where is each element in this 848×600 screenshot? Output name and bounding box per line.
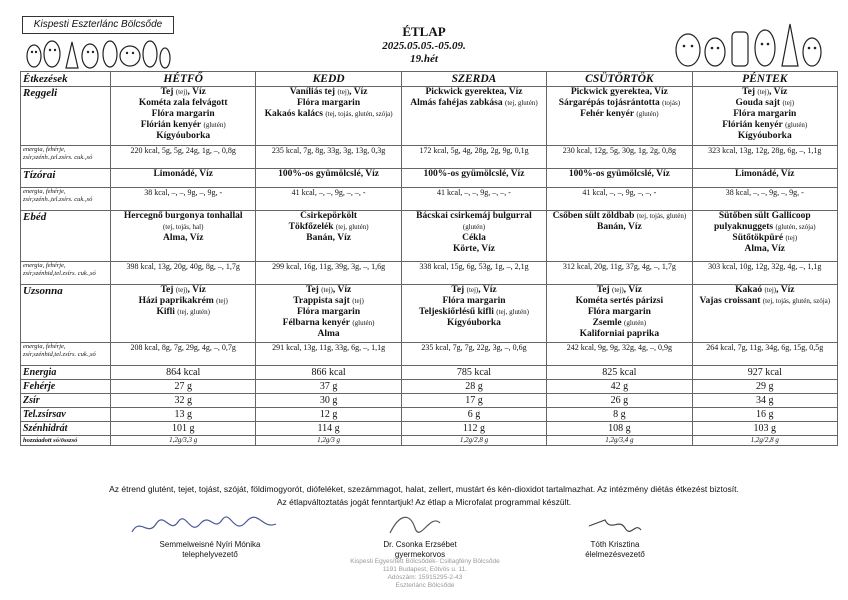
meal-row (21, 211, 838, 262)
meal-cell (111, 169, 256, 188)
menu-item-name: 100%-os gyümölcslé, Víz (278, 169, 380, 179)
summary-value: 101 g (111, 422, 256, 436)
nutrition-value: 172 kcal, 5g, 4g, 28g, 2g, 9g, 0,1g (401, 146, 546, 169)
menu-item-name: Flóra margarin (442, 296, 506, 306)
menu-item (113, 211, 253, 222)
nutrition-row (21, 146, 838, 169)
menu-item (113, 131, 253, 142)
menu-item (404, 296, 544, 307)
summary-label: Tel.zsírsav (21, 408, 111, 422)
summary-value: 108 g (547, 422, 692, 436)
meal-cell (692, 211, 837, 262)
menu-item-name: Flóra margarin (151, 109, 215, 119)
menu-item-name: Pickwick gyerektea, Víz (570, 87, 668, 97)
menu-item (258, 109, 398, 120)
menu-item-name: Kométa sertés párizsi (575, 296, 664, 306)
menu-item-suffix: , Víz (187, 285, 206, 295)
allergen-note: (tej) (612, 286, 624, 294)
summary-value: 8 g (547, 408, 692, 422)
allergen-note: (tej) (782, 99, 795, 107)
menu-item-name: Alma (317, 329, 340, 339)
menu-item (258, 211, 398, 222)
menu-item (404, 307, 544, 318)
menu-item-name: Sárgarépás tojásrántotta (558, 98, 660, 108)
meal-cell (692, 87, 837, 146)
menu-item (113, 169, 253, 180)
menu-item-name: Cékla (462, 233, 486, 243)
allergen-note: (tej) (175, 88, 188, 96)
meal-cell (547, 285, 692, 343)
allergen-note: (glutén, szója) (775, 223, 816, 231)
menu-item-name: Alma, Víz (162, 233, 204, 243)
summary-value: 927 kcal (692, 366, 837, 380)
allergen-note: (tej) (337, 88, 350, 96)
summary-row (21, 422, 838, 436)
menu-item-name: Félbarna kenyér (282, 318, 350, 328)
menu-item (549, 307, 689, 318)
menu-item-name: Tej (742, 87, 756, 97)
summary-value: 112 g (401, 422, 546, 436)
meal-cell (401, 169, 546, 188)
meal-label: Uzsonna (21, 285, 111, 343)
meal-label: Reggeli (21, 87, 111, 146)
meal-row (21, 285, 838, 343)
meal-cell (256, 87, 401, 146)
menu-item (404, 233, 544, 244)
menu-item-name: Hercegnő burgonya tonhallal (123, 211, 243, 221)
menu-item-name: Tökfőzelék (288, 222, 334, 232)
menu-item (113, 296, 253, 307)
menu-item (695, 233, 835, 244)
menu-item-name: Flórián kenyér (140, 120, 202, 130)
menu-item-name: Flóra margarin (297, 98, 361, 108)
allergen-note: (tojás) (662, 99, 681, 107)
menu-item (258, 285, 398, 296)
menu-item (113, 87, 253, 98)
menu-date-range: 2025.05.05.-05.09. (382, 40, 466, 52)
menu-item (549, 87, 689, 98)
allergen-note: (glutén) (636, 110, 659, 118)
menu-item (549, 98, 689, 109)
menu-item (258, 329, 398, 340)
menu-item-name: Házi paprikakrém (138, 296, 214, 306)
menu-item-name: Flórián kenyér (722, 120, 783, 130)
summary-value: 114 g (256, 422, 401, 436)
menu-item (549, 296, 689, 307)
nutrition-label: energia, fehérje, zsír,szénh.,tel.zsírs. cuk.,só (21, 146, 111, 169)
menu-item-suffix: , Víz (349, 87, 368, 97)
salt-value: 1,2g/2,8 g (401, 436, 546, 446)
menu-item (695, 285, 835, 296)
institution-label: Kispesti Eszterlánc Bölcsőde (22, 16, 174, 34)
menu-item-name: Teljeskiőrlésű kifli (419, 307, 494, 317)
menu-item-name: Kígyóuborka (737, 131, 792, 141)
menu-item-name: Csirkepörkölt (300, 211, 358, 221)
allergen-note: (tej) (764, 286, 777, 294)
menu-item (113, 307, 253, 318)
signature-name: Tóth Krisztina (590, 540, 640, 549)
meal-cell (547, 87, 692, 146)
menu-item-suffix: , Víz (332, 285, 352, 295)
menu-item (695, 87, 835, 98)
menu-item (404, 222, 544, 233)
menu-item-name: Vaníliás tej (289, 87, 336, 97)
allergen-note: (tej, glutén) (496, 308, 529, 316)
menu-item (695, 109, 835, 120)
menu-item-name: Kaliforniai paprika (579, 329, 660, 339)
nutrition-value: 235 kcal, 7g, 8g, 33g, 3g, 13g, 0,3g (256, 146, 401, 169)
summary-value: 785 kcal (401, 366, 546, 380)
menu-item (695, 296, 835, 307)
summary-label: Energia (21, 366, 111, 380)
nutrition-value: 230 kcal, 12g, 5g, 30g, 1g, 2g, 0,8g (547, 146, 692, 169)
menu-item-name: Banán, Víz (597, 222, 642, 232)
meal-cell (547, 169, 692, 188)
meal-cell (692, 169, 837, 188)
summary-value: 17 g (401, 394, 546, 408)
stamp-line: Kispesti Egyesített Bölcsődék- Csillagfény Bölcsőde (350, 558, 500, 565)
nutrition-label: energia, fehérje, zsír,szénhid,tel.zsírs. cuk.,só (21, 343, 111, 366)
menu-item (113, 109, 253, 120)
allergen-note: (tej, glutén) (505, 99, 538, 107)
signature-role: gyermekorvos (394, 550, 446, 559)
menu-item-suffix: , Víz (187, 87, 206, 97)
stamp-line: Eszterlánc Bölcsőde (395, 582, 455, 589)
menu-item-name: Fehér kenyér (580, 109, 635, 119)
salt-row (21, 436, 838, 446)
day-column-header: SZERDA (401, 72, 546, 87)
meal-cell (111, 87, 256, 146)
meal-row (21, 87, 838, 146)
summary-value: 12 g (256, 408, 401, 422)
nutrition-value: 41 kcal, –, –, 9g, –, –, - (401, 188, 546, 211)
allergen-note: (tej) (216, 297, 228, 305)
menu-item-name: 100%-os gyümölcslé, Víz (423, 169, 525, 179)
nutrition-value: 208 kcal, 8g, 7g, 29g, 4g, –, 0,7g (111, 343, 256, 366)
menu-item-name: Kakaó (735, 285, 763, 295)
meal-cell (111, 285, 256, 343)
menu-item (549, 211, 689, 222)
menu-item-name: Kométa zala felvágott (138, 98, 228, 108)
menu-item (549, 285, 689, 296)
summary-row (21, 394, 838, 408)
menu-item (258, 296, 398, 307)
change-note: Az étlapváltoztatás jogát fenntartjuk! Az étlap a Microfalat programmal készült. (276, 497, 572, 507)
meal-cell (401, 87, 546, 146)
menu-item-suffix: , Víz (776, 285, 795, 295)
signature-block-1 (140, 540, 280, 560)
summary-value: 866 kcal (256, 366, 401, 380)
menu-item (695, 211, 835, 233)
menu-item (113, 98, 253, 109)
summary-value: 6 g (401, 408, 546, 422)
menu-item (404, 244, 544, 255)
allergen-note: Az étrend glutént, tejet, tojást, szóját, földimogyorót, diófeléket, szezámmagot, halat, zellert, mustárt és kén-dioxidot tartalmazhat. Az intézmény diétás étkezést biztosít. (109, 484, 739, 494)
meals-column-header: Étkezések (21, 72, 111, 87)
signature-name: Dr. Csonka Erzsébet (383, 540, 457, 549)
menu-item (404, 285, 544, 296)
menu-item (113, 222, 253, 233)
menu-item (404, 87, 544, 98)
menu-item (258, 87, 398, 98)
menu-item-name: Tej (160, 285, 174, 295)
signature-block-2 (350, 540, 490, 560)
vegetable-characters-illustration-right (670, 18, 825, 70)
summary-value: 103 g (692, 422, 837, 436)
salt-value: 1,2g/3 g (256, 436, 401, 446)
nutrition-row (21, 343, 838, 366)
day-column-header: CSÜTÖRTÖK (547, 72, 692, 87)
meal-cell (401, 211, 546, 262)
nutrition-value: 220 kcal, 5g, 5g, 24g, 1g, –, 0,8g (111, 146, 256, 169)
allergen-note: (tej, glutén) (335, 223, 369, 231)
menu-item-name: Tej (451, 285, 465, 295)
meal-cell (692, 285, 837, 343)
meal-row (21, 169, 838, 188)
allergen-note: (glutén) (623, 319, 647, 327)
day-column-header: HÉTFŐ (111, 72, 256, 87)
menu-item-name: Kakaós kalács (264, 109, 323, 119)
signature-name: Semmelweisné Nyíri Mónika (159, 540, 261, 549)
allergen-note: (tej) (321, 286, 333, 294)
allergen-note: (tej) (352, 297, 364, 305)
meal-cell (111, 211, 256, 262)
allergen-note: (tej, tojás, glutén) (636, 212, 687, 220)
menu-item (695, 98, 835, 109)
vegetable-characters-illustration (22, 34, 172, 70)
allergen-note: (tej, tojás, hal) (162, 223, 204, 231)
salt-value: 1,2g/3,3 g (111, 436, 256, 446)
menu-item-name: Tej (596, 285, 610, 295)
nutrition-value: 299 kcal, 16g, 11g, 39g, 3g, –, 1,6g (256, 262, 401, 285)
signature-2 (385, 508, 445, 538)
nutrition-value: 264 kcal, 7g, 11g, 34g, 6g, 15g, 0,5g (692, 343, 837, 366)
allergen-note: (tej, tojás, glutén, szója) (762, 297, 831, 305)
menu-header (300, 24, 548, 66)
menu-item-name: Flóra margarin (587, 307, 651, 317)
summary-row (21, 408, 838, 422)
meal-cell (547, 211, 692, 262)
allergen-note: (glutén) (352, 319, 375, 327)
salt-label: hozzáadott só/összsó (21, 436, 111, 446)
nutrition-value: 41 kcal, –, –, 9g, –, –, - (256, 188, 401, 211)
summary-value: 30 g (256, 394, 401, 408)
summary-value: 864 kcal (111, 366, 256, 380)
menu-item-name: Pickwick gyerektea, Víz (425, 87, 523, 97)
nutrition-value: 41 kcal, –, –, 9g, –, –, - (547, 188, 692, 211)
menu-item (695, 244, 835, 255)
signature-1 (130, 512, 280, 540)
menu-item (549, 169, 689, 180)
menu-item (113, 120, 253, 131)
summary-value: 37 g (256, 380, 401, 394)
allergen-note: (tej, tojás, glutén, szója) (325, 110, 393, 118)
menu-item (113, 233, 253, 244)
nutrition-row (21, 188, 838, 211)
summary-row (21, 380, 838, 394)
nutrition-value: 398 kcal, 13g, 20g, 40g, 8g, –, 1,7g (111, 262, 256, 285)
nutrition-value: 235 kcal, 7g, 7g, 22g, 3g, –, 0,6g (401, 343, 546, 366)
allergen-note: (tej) (757, 88, 770, 96)
menu-item-name: Alma, Víz (744, 244, 786, 254)
meal-cell (256, 285, 401, 343)
summary-value: 825 kcal (547, 366, 692, 380)
allergen-note: (glutén) (785, 121, 808, 129)
day-column-header: KEDD (256, 72, 401, 87)
summary-row (21, 366, 838, 380)
nutrition-value: 303 kcal, 10g, 12g, 32g, 4g, –, 1,1g (692, 262, 837, 285)
allergen-note: (glutén) (462, 223, 486, 231)
summary-label: Fehérje (21, 380, 111, 394)
summary-value: 26 g (547, 394, 692, 408)
menu-item (258, 169, 398, 180)
menu-item-name: Limonádé, Víz (153, 169, 213, 179)
meal-label: Tízórai (21, 169, 111, 188)
menu-item-name: Körte, Víz (452, 244, 495, 254)
summary-value: 28 g (401, 380, 546, 394)
table-header-row (21, 72, 838, 87)
menu-item-name: Almás fahéjas zabkása (410, 98, 503, 108)
nutrition-label: energia, fehérje, zsír,szénh.,tel.zsírs. cuk.,só (21, 188, 111, 211)
menu-item-suffix: , Víz (769, 87, 788, 97)
menu-item-name: Sütőben sült Gallicoop pulyaknuggets (714, 211, 811, 232)
meal-cell (256, 211, 401, 262)
menu-item (695, 169, 835, 180)
menu-item-name: Trappista sajt (293, 296, 350, 306)
allergen-note: (glutén) (203, 121, 226, 129)
summary-value: 29 g (692, 380, 837, 394)
menu-item (258, 233, 398, 244)
menu-item-name: Kígyóuborka (156, 131, 211, 141)
nutrition-value: 242 kcal, 9g, 9g, 32g, 4g, –, 0,9g (547, 343, 692, 366)
stamp-line: 1191 Budapest, Eötvös u. 11. (382, 566, 468, 573)
signature-3 (585, 512, 645, 538)
menu-item-suffix: , Víz (478, 285, 497, 295)
menu-item-name: Tej (160, 87, 174, 97)
menu-item (258, 307, 398, 318)
menu-item-name: Tej (305, 285, 319, 295)
menu-item (695, 131, 835, 142)
nutrition-value: 38 kcal, –, –, 9g, –, 9g, - (111, 188, 256, 211)
salt-value: 1,2g/3,4 g (547, 436, 692, 446)
allergen-note: (tej) (466, 286, 479, 294)
nutrition-value: 338 kcal, 15g, 6g, 53g, 1g, –, 2,1g (401, 262, 546, 285)
summary-value: 13 g (111, 408, 256, 422)
menu-item (258, 98, 398, 109)
menu-item (549, 329, 689, 340)
menu-item (258, 318, 398, 329)
summary-value: 27 g (111, 380, 256, 394)
menu-item-name: Banán, Víz (306, 233, 351, 243)
stamp-line: Adószám: 15915295-2-43 (387, 574, 463, 581)
menu-item-name: Kígyóuborka (447, 318, 501, 328)
summary-value: 16 g (692, 408, 837, 422)
summary-label: Zsír (21, 394, 111, 408)
menu-item-name: Zsemle (592, 318, 622, 328)
menu-item (404, 169, 544, 180)
menu-item (404, 211, 544, 222)
menu-item (258, 222, 398, 233)
allergen-note: (tej) (175, 286, 188, 294)
menu-item-name: Csőben sült zöldbab (552, 211, 635, 221)
meal-label: Ebéd (21, 211, 111, 262)
meal-cell (401, 285, 546, 343)
menu-item-name: Bácskai csirkemáj bulgurral (416, 211, 532, 221)
nutrition-value: 291 kcal, 13g, 11g, 33g, 6g, –, 1,1g (256, 343, 401, 366)
menu-item-name: Flóra margarin (297, 307, 361, 317)
summary-label: Szénhidrát (21, 422, 111, 436)
salt-value: 1,2g/2,8 g (692, 436, 837, 446)
menu-item-suffix: , Víz (623, 285, 642, 295)
nutrition-label: energia, fehérje, zsír,szénhid,tel.zsírs. cuk.,só (21, 262, 111, 285)
allergen-note: (tej, glutén) (177, 308, 210, 316)
menu-item-name: Gouda sajt (735, 98, 781, 108)
menu-item (695, 120, 835, 131)
nutrition-value: 312 kcal, 20g, 11g, 37g, 4g, –, 1,7g (547, 262, 692, 285)
menu-title: ÉTLAP (402, 24, 446, 39)
menu-item (549, 318, 689, 329)
menu-item (113, 285, 253, 296)
menu-item-name: Sütőtökpüré (732, 233, 784, 243)
official-stamp (320, 558, 530, 590)
menu-item (549, 222, 689, 233)
menu-item-name: Kifli (156, 307, 175, 317)
summary-value: 42 g (547, 380, 692, 394)
day-column-header: PÉNTEK (692, 72, 837, 87)
summary-value: 34 g (692, 394, 837, 408)
menu-item (404, 318, 544, 329)
nutrition-row (21, 262, 838, 285)
menu-week: 19.hét (410, 53, 438, 65)
summary-value: 32 g (111, 394, 256, 408)
weekly-menu-table (20, 71, 838, 446)
menu-item-name: Limonádé, Víz (735, 169, 795, 179)
menu-item (549, 109, 689, 120)
meal-cell (256, 169, 401, 188)
signature-role: telephelyvezető (182, 550, 238, 559)
nutrition-value: 323 kcal, 13g, 12g, 28g, 6g, –, 1,1g (692, 146, 837, 169)
nutrition-value: 38 kcal, –, –, 9g, –, 9g, - (692, 188, 837, 211)
menu-item-name: Flóra margarin (733, 109, 797, 119)
signature-block-3 (545, 540, 685, 560)
menu-item-name: 100%-os gyümölcslé, Víz (568, 169, 670, 179)
allergen-note: (tej) (785, 234, 798, 242)
signature-role: élelmezésvezető (585, 550, 645, 559)
menu-item (404, 98, 544, 109)
menu-item-name: Vajas croissant (699, 296, 761, 306)
